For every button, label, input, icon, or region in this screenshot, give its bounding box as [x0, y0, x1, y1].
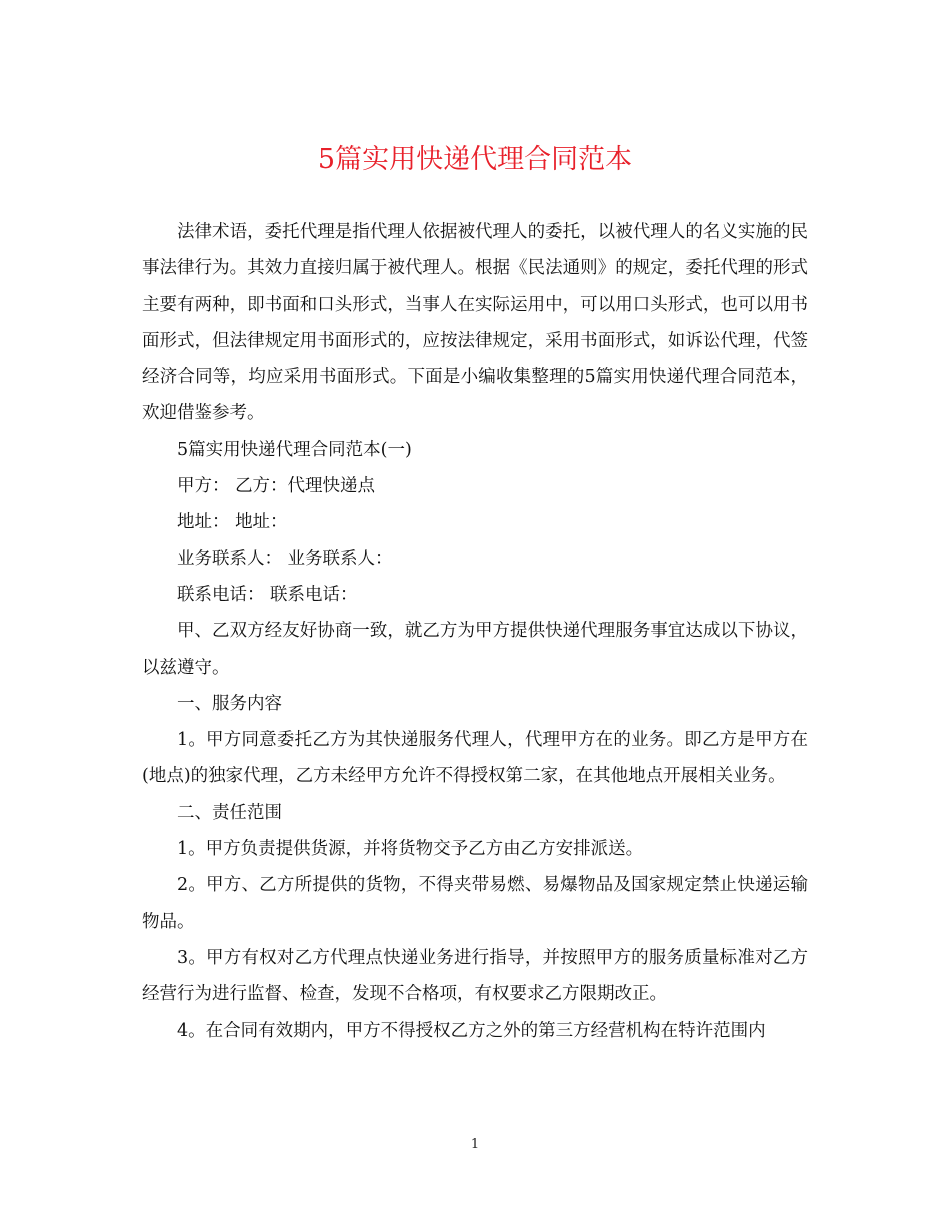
paragraph-party-line: 甲方： 乙方：代理快递点 [177, 476, 376, 497]
paragraph-responsibility-4: 4。在合同有效期内，甲方不得授权乙方之外的第三方经营机构在特许范围内 [177, 1020, 766, 1041]
page-number: 1 [470, 1137, 480, 1152]
paragraph-intro: 法律术语，委托代理是指代理人依据被代理人的委托，以被代理人的名义实施的民事法律行为。其效力直接归属于被代理人。根据《民法通则》的规定，委托代理的形式主要有两种，即书面和口头形式，当事人在实际运用中，可以用口头形式，也可以用书面形式，但法律规定用书面形式的，应按法律规定，采用书面形式，如诉讼代理，代签经济合同等，均应采用书面形式。下面是小编收集整理的5篇实用快递代理合同范本，欢迎借鉴参考。 [142, 222, 808, 424]
paragraph-responsibility-1: 1。甲方负责提供货源，并将货物交予乙方由乙方安排派送。 [177, 839, 644, 860]
paragraph-service-1: 1。甲方同意委托乙方为其快递服务代理人，代理甲方在的业务。即乙方是甲方在(地点)的独家代理，乙方未经甲方允许不得授权第二家，在其他地点开展相关业务。 [142, 730, 808, 787]
paragraph-responsibility-2: 2。甲方、乙方所提供的货物，不得夹带易燃、易爆物品及国家规定禁止快递运输物品。 [142, 875, 808, 932]
paragraph-section-heading: 5篇实用快递代理合同范本(一) [177, 439, 412, 460]
paragraph-heading-responsibility: 二、责任范围 [177, 802, 282, 823]
paragraph-contact-person-line: 业务联系人： 业务联系人： [177, 548, 393, 569]
document-title: 5篇实用快递代理合同范本 [317, 144, 633, 175]
paragraph-phone-line: 联系电话： 联系电话： [177, 584, 358, 605]
paragraph-responsibility-3: 3。甲方有权对乙方代理点快递业务进行指导，并按照甲方的服务质量标准对乙方经营行为进行监督、检查，发现不合格项，有权要求乙方限期改正。 [142, 947, 808, 1005]
document-body [142, 214, 808, 1049]
paragraph-agreement: 甲、乙双方经友好协商一致，就乙方为甲方提供快递代理服务事宜达成以下协议，以兹遵守。 [142, 621, 808, 678]
paragraph-heading-service: 一、服务内容 [177, 693, 282, 714]
paragraph-address-line: 地址： 地址： [177, 512, 288, 533]
